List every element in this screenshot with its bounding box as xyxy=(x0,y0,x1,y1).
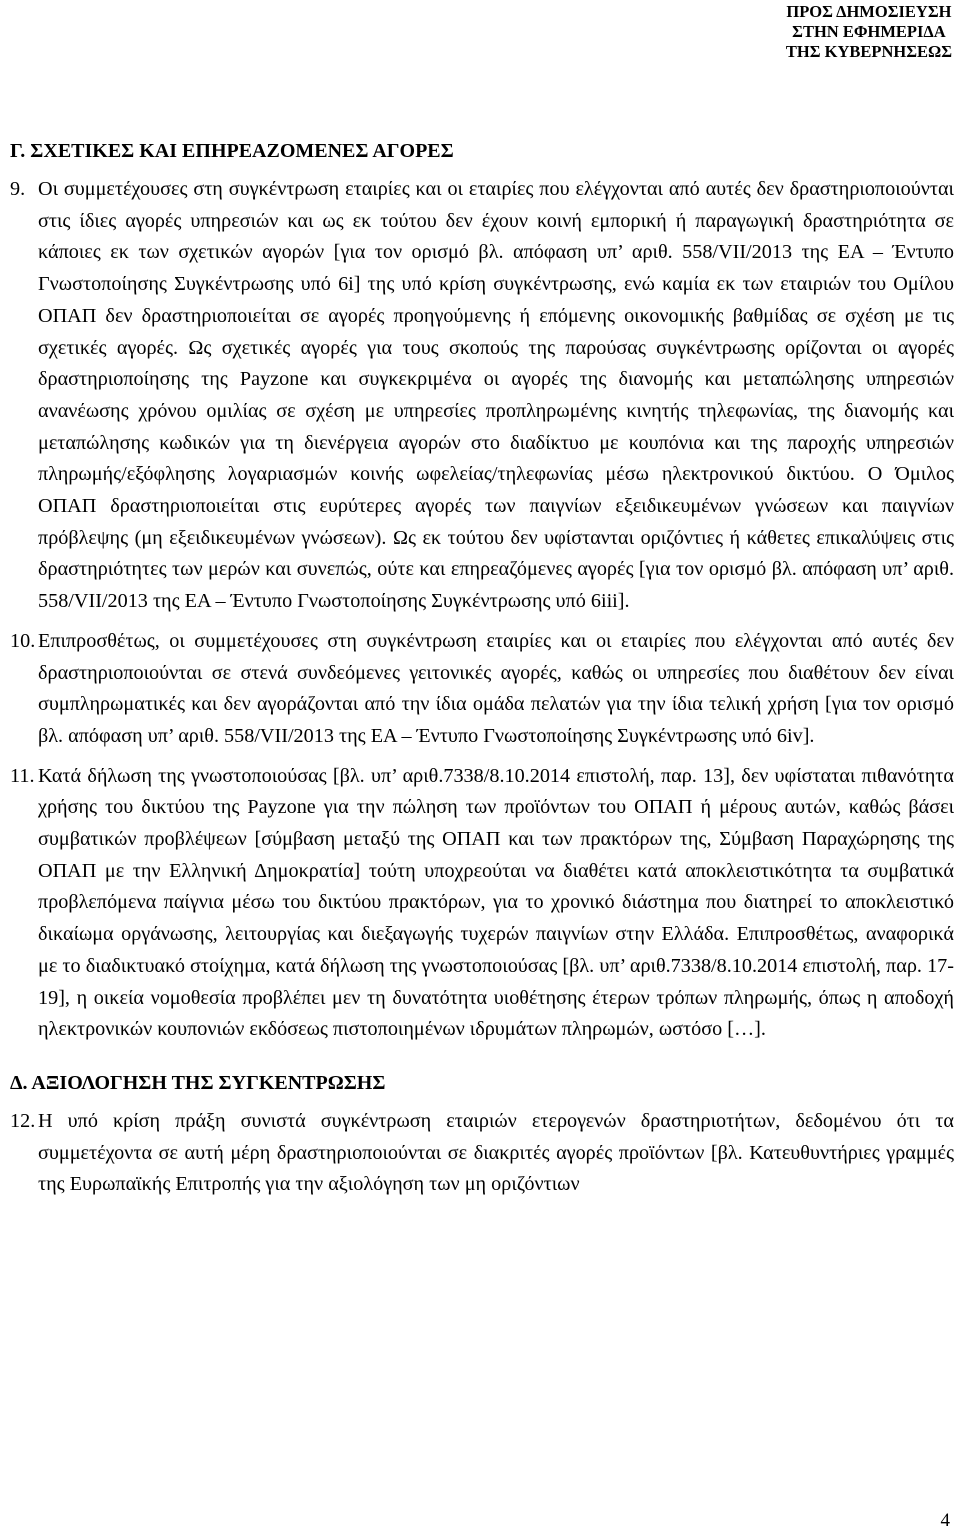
document-body xyxy=(10,136,954,1209)
section-spacer xyxy=(10,1054,954,1068)
paragraph-number: 9. xyxy=(10,178,26,200)
paragraph-number: 12. xyxy=(10,1109,36,1132)
section-heading-assessment: Δ. ΑΞΙΟΛΟΓΗΣΗ ΤΗΣ ΣΥΓΚΕΝΤΡΩΣΗΣ xyxy=(10,1071,386,1094)
paragraph-text: Οι συμμετέχουσες στη συγκέντρωση εταιρίες και οι εταιρίες που ελέγχονται από αυτές δεν δραστηριοποιούνται στις ίδιες αγορές υπηρεσιών και ως εκ τούτου δεν έχουν κοινή εμπορική ή παραγωγική δραστηριότητα σε κάποιες εκ των σχετικών αγορών [για τον ορισμό βλ. απόφαση υπ’ αριθ. 558/VII/2013 της ΕΑ – Έντυπο Γνωστοποίησης Συγκέντρωσης υπό 6i] της υπό κρίση συγκέντρωσης, ενώ καμία εκ των εταιριών του Ομίλου ΟΠΑΠ δεν δραστηριοποιείται σε αγορές προηγούμενης ή επόμενης οικονομικής βαθμίδας σε σχέση με τις σχετικές αγορές. Ως σχετικές αγορές για τους σκοπούς της παρούσας συγκέντρωσης ορίζονται οι αγορές δραστηριοποίησης της Payzone και συγκεκριμένα οι αγορές της διανομής και μεταπώλησης υπηρεσιών ανανέωσης χρόνου ομιλίας σε σχέση με υπηρεσίες προπληρωμένης κινητής τηλεφωνίας, της διανομής και μεταπώλησης κωδικών για τη διενέργεια αγορών στο διαδίκτυο με κουπόνια και της παροχής υπηρεσιών πληρωμής/εξόφλησης λογαριασμών κοινής ωφελείας/τηλεφωνίας μέσω ηλεκτρονικού δικτύου. Ο Όμιλος ΟΠΑΠ δραστηριοποιείται στις ευρύτερες αγορές των παιγνίων εξειδικευμένων γνώσεων και παιγνίων πρόβλεψης (μη εξειδικευμένων γνώσεων). Ως εκ τούτου δεν υφίστανται οριζόντιες ή κάθετες επικαλύψεις στις δραστηριότητες των μερών και συνεπώς, ούτε και επηρεαζόμενες αγορές [για τον ορισμό βλ. απόφαση υπ’ αριθ. 558/VII/2013 της ΕΑ – Έντυπο Γνωστοποίησης Συγκέντρωσης υπό 6iii]. xyxy=(38,178,954,613)
publication-stamp xyxy=(786,2,952,62)
paragraph-text: Η υπό κρίση πράξη συνιστά συγκέντρωση εταιριών ετερογενών δραστηριοτήτων, δεδομένου ότι τα συμμετέχοντα σε αυτή μέρη δραστηριοποιούνται σε διακριτές αγορές προϊόντων [βλ. Κατευθυντήριες γραμμές της Ευρωπαϊκής Επιτροπής για την αξιολόγηση των μη οριζόντιων xyxy=(38,1109,954,1196)
paragraph-10 xyxy=(10,626,954,753)
publication-stamp-line: ΠΡΟΣ ΔΗΜΟΣΙΕΥΣΗ xyxy=(786,2,952,21)
paragraph-9 xyxy=(10,174,954,618)
paragraph-11 xyxy=(10,761,954,1046)
section-heading-markets: Γ. ΣΧΕΤΙΚΕΣ ΚΑΙ ΕΠΗΡΕΑΖΟΜΕΝΕΣ ΑΓΟΡΕΣ xyxy=(10,140,454,162)
paragraph-12 xyxy=(10,1106,954,1201)
paragraph-number: 10. xyxy=(10,629,36,652)
paragraph-text: Κατά δήλωση της γνωστοποιούσας [βλ. υπ’ αριθ.7338/8.10.2014 επιστολή, παρ. 13], δεν υφίσταται πιθανότητα χρήσης του δικτύου της Payzone για την πώληση των προϊόντων του ΟΠΑΠ ή μέρους αυτών, καθώς βάσει συμβατικών προβλέψεων [σύμβαση μεταξύ της ΟΠΑΠ και των πρακτόρων της, Σύμβαση Παραχώρησης της ΟΠΑΠ με την Ελληνική Δημοκρατία] τούτη υποχρεούται να διαθέτει κατά αποκλειστικότητα τα συμβατικά προβλεπόμενα παίγνια μέσω του δικτύου πρακτόρων, για το χρονικό διάστημα που διατηρεί το αποκλειστικό δικαίωμα οργάνωσης, λειτουργίας και διεξαγωγής τυχερών παιγνίων στην Ελλάδα. Επιπροσθέτως, αναφορικά με το διαδικτυακό στοίχημα, κατά δήλωση της γνωστοποιούσας [βλ. υπ’ αριθ.7338/8.10.2014 επιστολή, παρ. 17-19], η οικεία νομοθεσία προβλέπει μεν τη δυνατότητα υιοθέτησης έτερων τρόπων πληρωμής, όπως η αποδοχή ηλεκτρονικών κουπονιών εκδόσεως πιστοποιημένων ιδρυμάτων πληρωμών, ωστόσο […]. xyxy=(38,764,954,1041)
publication-stamp-line: ΣΤΗΝ ΕΦΗΜΕΡΙΔΑ xyxy=(792,22,946,41)
page-number: 4 xyxy=(940,1510,950,1531)
publication-stamp-line: ΤΗΣ ΚΥΒΕΡΝΗΣΕΩΣ xyxy=(785,42,952,61)
paragraph-text: Επιπροσθέτως, οι συμμετέχουσες στη συγκέντρωση εταιρίες και οι εταιρίες που ελέγχονται από αυτές δεν δραστηριοποιούνται σε στενά συνδεόμενες γειτονικές αγορές, καθώς οι υπηρεσίες που διαθέτουν δεν είναι συμπληρωματικές και δεν αγοράζονται από την ίδια ομάδα πελατών για την ίδια τελική χρήση [για τον ορισμό βλ. απόφαση υπ’ αριθ. 558/VII/2013 της ΕΑ – Έντυπο Γνωστοποίησης Συγκέντρωσης υπό 6iv]. xyxy=(38,629,954,747)
paragraph-number: 11. xyxy=(10,764,35,787)
